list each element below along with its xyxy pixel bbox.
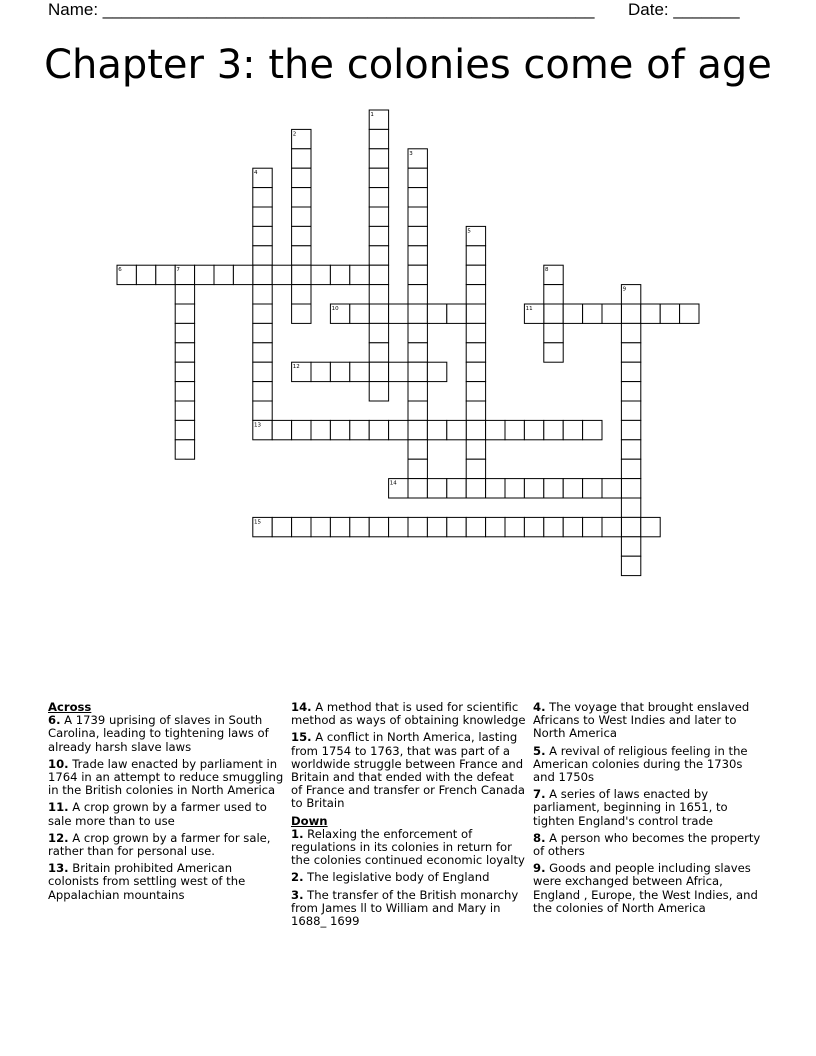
grid-cell[interactable] [563,479,582,498]
grid-cell[interactable] [466,479,485,498]
grid-cell[interactable] [621,362,640,381]
grid-cell[interactable] [621,498,640,517]
clue-number: 15. [291,730,312,745]
grid-cell[interactable] [621,537,640,556]
grid-cell[interactable] [330,362,349,381]
grid-cell[interactable] [466,285,485,304]
grid-cell[interactable] [253,304,272,323]
grid-cell[interactable] [292,420,311,439]
grid-cell[interactable] [621,459,640,478]
clue-across-13 [48,862,284,902]
grid-cell[interactable] [292,168,311,187]
grid-cell[interactable] [156,265,175,284]
clue-down-5 [533,745,765,785]
grid-cell[interactable] [408,343,427,362]
grid-cell[interactable] [563,517,582,536]
grid-cell[interactable] [466,246,485,265]
grid-cell[interactable] [175,420,194,439]
grid-cell[interactable] [621,343,640,362]
grid-cell[interactable] [253,401,272,420]
grid-cell[interactable] [369,285,388,304]
clue-across-10 [48,758,284,798]
grid-cell[interactable] [466,440,485,459]
grid-cell[interactable] [311,265,330,284]
grid-cell[interactable] [272,517,291,536]
grid-cell[interactable] [195,265,214,284]
grid-cell[interactable] [253,188,272,207]
grid-cell[interactable] [621,382,640,401]
clue-number: 14. [291,700,312,714]
grid-clue-number: 4 [254,170,258,177]
clue-down-7 [533,788,765,828]
grid-cell[interactable] [641,517,660,536]
grid-cell[interactable] [408,226,427,245]
grid-cell[interactable] [253,265,272,284]
grid-cell[interactable] [253,207,272,226]
clue-number: 12. [48,830,69,845]
clue-number: 8. [533,830,546,845]
grid-cell[interactable] [369,517,388,536]
grid-cell[interactable] [544,343,563,362]
grid-cell[interactable] [621,323,640,342]
grid-cell[interactable] [427,362,446,381]
grid-cell[interactable] [621,440,640,459]
grid-cell[interactable] [175,362,194,381]
grid-clue-number: 13 [254,422,261,429]
grid-cell[interactable] [369,246,388,265]
grid-cell[interactable] [214,265,233,284]
grid-cell[interactable] [427,479,446,498]
grid-cell[interactable] [408,265,427,284]
clue-text: The legislative body of England [307,870,490,885]
grid-cell[interactable] [408,420,427,439]
grid-cell[interactable] [621,556,640,575]
grid-clue-number: 9 [622,286,627,293]
grid-cell[interactable] [544,517,563,536]
grid-cell[interactable] [505,479,524,498]
grid-cell[interactable] [621,479,640,498]
clue-number: 3. [291,887,304,902]
grid-cell[interactable] [621,517,640,536]
grid-cell[interactable] [350,420,369,439]
grid-cell[interactable] [408,246,427,265]
grid-cell[interactable] [369,343,388,362]
clue-number: 7. [533,787,546,802]
grid-cell[interactable] [583,517,602,536]
grid-cell[interactable] [292,265,311,284]
grid-cell[interactable] [447,517,466,536]
clue-text: A crop grown by a farmer for sale, rather than for personal use. [48,830,271,859]
clue-number: 10. [48,756,69,771]
grid-clue-number: 11 [525,306,533,312]
grid-cell[interactable] [369,226,388,245]
grid-cell[interactable] [369,149,388,168]
clue-number: 11. [48,800,69,815]
grid-cell[interactable] [408,285,427,304]
grid-cell[interactable] [583,479,602,498]
grid-cell[interactable] [408,304,427,323]
clue-text: A conflict in North America, lasting from 1754 to 1763, that was part of a worldwide struggle between France and Britain and that ended with the defeat of France and transfer or French Canada to Britain [291,730,525,811]
grid-cell[interactable] [544,285,563,304]
grid-cell[interactable] [408,479,427,498]
grid-clue-number: 1 [370,112,374,118]
clue-number: 6. [48,713,61,728]
grid-cell[interactable] [602,479,621,498]
clue-text: A crop grown by a farmer used to sale more than to use [48,800,267,828]
grid-cell[interactable] [330,517,349,536]
grid-cell[interactable] [563,420,582,439]
grid-cell[interactable] [583,420,602,439]
clue-number: 4. [533,700,546,714]
grid-cell[interactable] [621,420,640,439]
clue-text: The voyage that brought enslaved Africans to West Indies and later to North America [533,700,750,741]
grid-cell[interactable] [524,479,543,498]
clues-column-1 [48,701,284,906]
grid-cell[interactable] [408,323,427,342]
grid-cell[interactable] [621,401,640,420]
date-line[interactable]: Date: _______ [628,0,740,19]
clue-across-15 [291,731,527,810]
down-heading: Down [291,813,328,828]
grid-clue-number: 15 [254,519,261,526]
grid-cell[interactable] [253,226,272,245]
clues-column-3 [533,701,765,919]
grid-cell[interactable] [524,420,543,439]
grid-cell[interactable] [466,517,485,536]
grid-cell[interactable] [253,285,272,304]
grid-cell[interactable] [544,323,563,342]
grid-cell[interactable] [408,401,427,420]
grid-clue-number: 14 [389,480,397,487]
clue-text: A person who becomes the property of others [533,830,761,859]
grid-cell[interactable] [175,304,194,323]
grid-cell[interactable] [292,149,311,168]
grid-cell[interactable] [544,479,563,498]
grid-cell[interactable] [427,304,446,323]
grid-cell[interactable] [427,517,446,536]
clue-number: 1. [291,826,304,841]
grid-cell[interactable] [466,459,485,478]
grid-clue-number: 6 [118,267,122,274]
grid-clue-number: 7 [176,267,180,274]
grid-cell[interactable] [466,382,485,401]
grid-cell[interactable] [466,362,485,381]
grid-cell[interactable] [486,479,505,498]
grid-clue-number: 5 [467,228,471,235]
grid-cell[interactable] [621,304,640,323]
grid-cell[interactable] [175,285,194,304]
grid-cell[interactable] [563,304,582,323]
grid-cell[interactable] [447,479,466,498]
clue-number: 9. [533,861,546,876]
clue-text: Trade law enacted by parliament in 1764 in an attempt to reduce smuggling in the British colonies in North America [48,756,284,798]
grid-cell[interactable] [253,246,272,265]
grid-cell[interactable] [233,265,252,284]
grid-cell[interactable] [447,304,466,323]
clue-text: Relaxing the enforcement of regulations in its colonies in return for the colonies continued economic loyalty [291,826,525,868]
clue-across-11 [48,801,284,827]
grid-cell[interactable] [680,304,699,323]
clue-down-9 [533,862,765,915]
grid-clue-number: 8 [545,267,549,274]
grid-cell[interactable] [350,362,369,381]
grid-cell[interactable] [369,362,388,381]
clue-text: Goods and people including slaves were exchanged between Africa, England , Europe, the West Indies, and the colonies of North America [533,861,758,915]
grid-clue-number: 10 [331,306,339,312]
clue-across-14 [291,701,527,727]
grid-cell[interactable] [466,323,485,342]
grid-cell[interactable] [369,420,388,439]
grid-cell[interactable] [466,304,485,323]
grid-cell[interactable] [389,362,408,381]
grid-cell[interactable] [311,362,330,381]
grid-cell[interactable] [544,304,563,323]
grid-cell[interactable] [427,420,446,439]
grid-cell[interactable] [408,517,427,536]
clue-number: 5. [533,743,546,758]
grid-cell[interactable] [175,440,194,459]
clue-text: Britain prohibited American colonists from settling west of the Appalachian mountains [48,861,246,902]
grid-clue-number: 2 [292,131,297,138]
grid-cell[interactable] [272,420,291,439]
grid-cell[interactable] [660,304,679,323]
grid-cell[interactable] [602,517,621,536]
grid-cell[interactable] [272,265,291,284]
grid-cell[interactable] [369,168,388,187]
grid-cell[interactable] [292,207,311,226]
grid-clue-number: 12 [292,364,300,371]
clue-across-12 [48,832,284,858]
clue-number: 13. [48,861,69,876]
grid-cell[interactable] [408,207,427,226]
clues-column-2 [291,701,527,932]
clue-across-6 [48,714,284,754]
grid-cell[interactable] [486,517,505,536]
grid-cell[interactable] [505,517,524,536]
grid-cell[interactable] [253,343,272,362]
grid-cell[interactable] [253,382,272,401]
grid-cell[interactable] [408,459,427,478]
grid-cell[interactable] [253,362,272,381]
grid-cell[interactable] [369,188,388,207]
grid-cell[interactable] [583,304,602,323]
grid-cell[interactable] [175,323,194,342]
grid-cell[interactable] [369,304,388,323]
grid-cell[interactable] [292,285,311,304]
grid-cell[interactable] [524,517,543,536]
grid-cell[interactable] [311,420,330,439]
grid-cell[interactable] [466,265,485,284]
grid-cell[interactable] [466,420,485,439]
grid-cell[interactable] [389,517,408,536]
grid-cell[interactable] [369,323,388,342]
clue-number: 2. [291,870,304,885]
grid-cell[interactable] [292,517,311,536]
clue-down-3 [291,889,527,929]
name-line[interactable]: Name: ____________________________________________________ [48,0,595,19]
clue-down-8 [533,832,765,858]
grid-cell[interactable] [175,382,194,401]
grid-cell[interactable] [408,188,427,207]
clue-down-2 [291,871,527,884]
grid-cell[interactable] [544,420,563,439]
grid-cell[interactable] [292,188,311,207]
grid-cell[interactable] [253,323,272,342]
grid-cell[interactable] [466,401,485,420]
grid-cell[interactable] [369,207,388,226]
grid-cell[interactable] [505,420,524,439]
clue-text: A method that is used for scientific method as ways of obtaining knowledge [291,700,526,728]
grid-cell[interactable] [408,382,427,401]
grid-clue-number: 3 [409,150,413,157]
grid-cell[interactable] [350,517,369,536]
grid-cell[interactable] [292,226,311,245]
grid-cell[interactable] [136,265,155,284]
grid-cell[interactable] [369,382,388,401]
grid-cell[interactable] [389,420,408,439]
grid-cell[interactable] [292,304,311,323]
grid-cell[interactable] [175,401,194,420]
grid-cell[interactable] [389,304,408,323]
across-heading: Across [48,700,92,714]
grid-cell[interactable] [330,265,349,284]
grid-cell[interactable] [292,246,311,265]
grid-cell[interactable] [350,304,369,323]
clue-text: A revival of religious feeling in the American colonies during the 1730s and 1750s [533,743,748,785]
clue-down-1 [291,828,527,868]
clue-down-4 [533,701,765,741]
grid-cell[interactable] [350,265,369,284]
clue-text: A series of laws enacted by parliament, beginning in 1651, to tighten England's control trade [533,787,728,828]
page-title: Chapter 3: the colonies come of age [44,42,772,88]
grid-cell[interactable] [408,362,427,381]
grid-cell[interactable] [175,343,194,362]
grid-cell[interactable] [369,265,388,284]
grid-cell[interactable] [369,129,388,148]
grid-cell[interactable] [311,517,330,536]
grid-cell[interactable] [447,420,466,439]
grid-cell[interactable] [408,440,427,459]
grid-cell[interactable] [641,304,660,323]
grid-cell[interactable] [486,420,505,439]
grid-cell[interactable] [466,343,485,362]
clue-text: A 1739 uprising of slaves in South Carolina, leading to tightening laws of already harsh slave laws [48,713,269,754]
grid-cell[interactable] [602,304,621,323]
clue-text: The transfer of the British monarchy from James ll to William and Mary in 1688_ 1699 [291,887,519,929]
grid-cell[interactable] [330,420,349,439]
grid-cell[interactable] [408,168,427,187]
